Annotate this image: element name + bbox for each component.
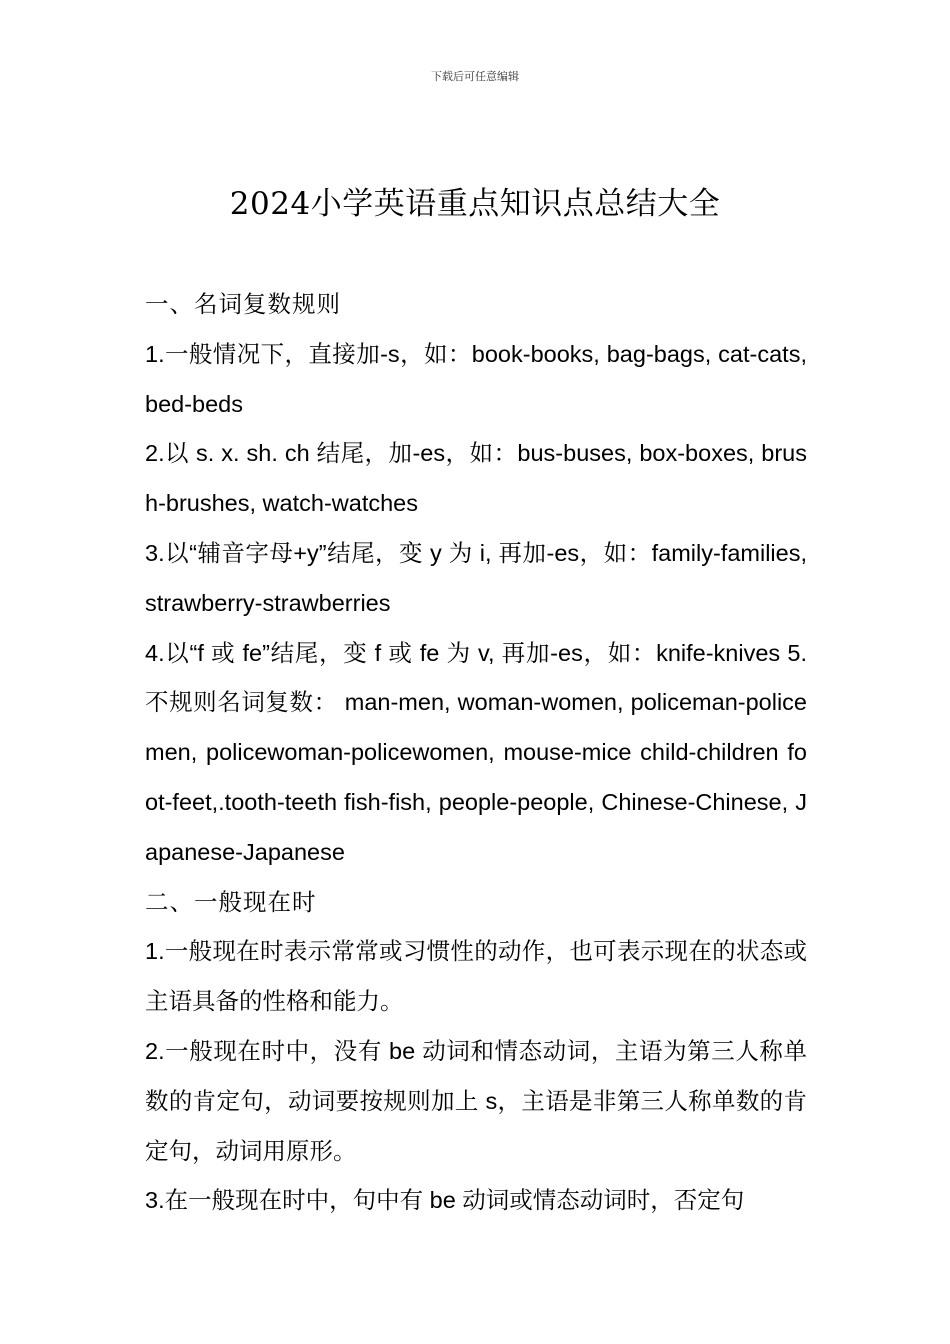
section-heading: 二、一般现在时: [145, 888, 317, 915]
paragraph: 3.以“辅音字母+y”结尾，变 y 为 i, 再加-es，如：family-families, strawberry-strawberries: [145, 539, 807, 616]
paragraph: 2.以 s. x. sh. ch 结尾，加-es，如：bus-buses, box-boxes, brush-brushes, watch-watches: [145, 440, 807, 517]
document-body: [145, 280, 807, 1226]
section-heading: 一、名词复数规则: [145, 291, 341, 317]
paragraph: 2.一般现在时中，没有 be 动词和情态动词，主语为第三人称单数的肯定句，动词要按规则加上 s，主语是非第三人称单数的肯定句，动词用原形。: [145, 1037, 807, 1164]
document-title: 2024小学英语重点知识点总结大全: [229, 186, 721, 222]
paragraph: 1.一般现在时表示常常或习惯性的动作，也可表示现在的状态或主语具备的性格和能力。: [145, 938, 807, 1015]
paragraph: 3.在一般现在时中，句中有 be 动词或情态动词时，否定句: [145, 1187, 745, 1214]
paragraph: 1.一般情况下，直接加-s，如：book-books, bag-bags, cat-cats, bed-beds: [145, 340, 807, 417]
header-note: 下载后可任意编辑: [431, 70, 519, 83]
paragraph: 4.以“f 或 fe”结尾，变 f 或 fe 为 v, 再加-es，如：knife-knives 5.不规则名词复数： man-men, woman-women, policeman-policemen, policewoman-policewomen, mouse-mice child-children foot-feet,.tooth-teeth fish-fish, people-people, Chinese-Chinese, Japanese-Japanese: [145, 639, 807, 865]
